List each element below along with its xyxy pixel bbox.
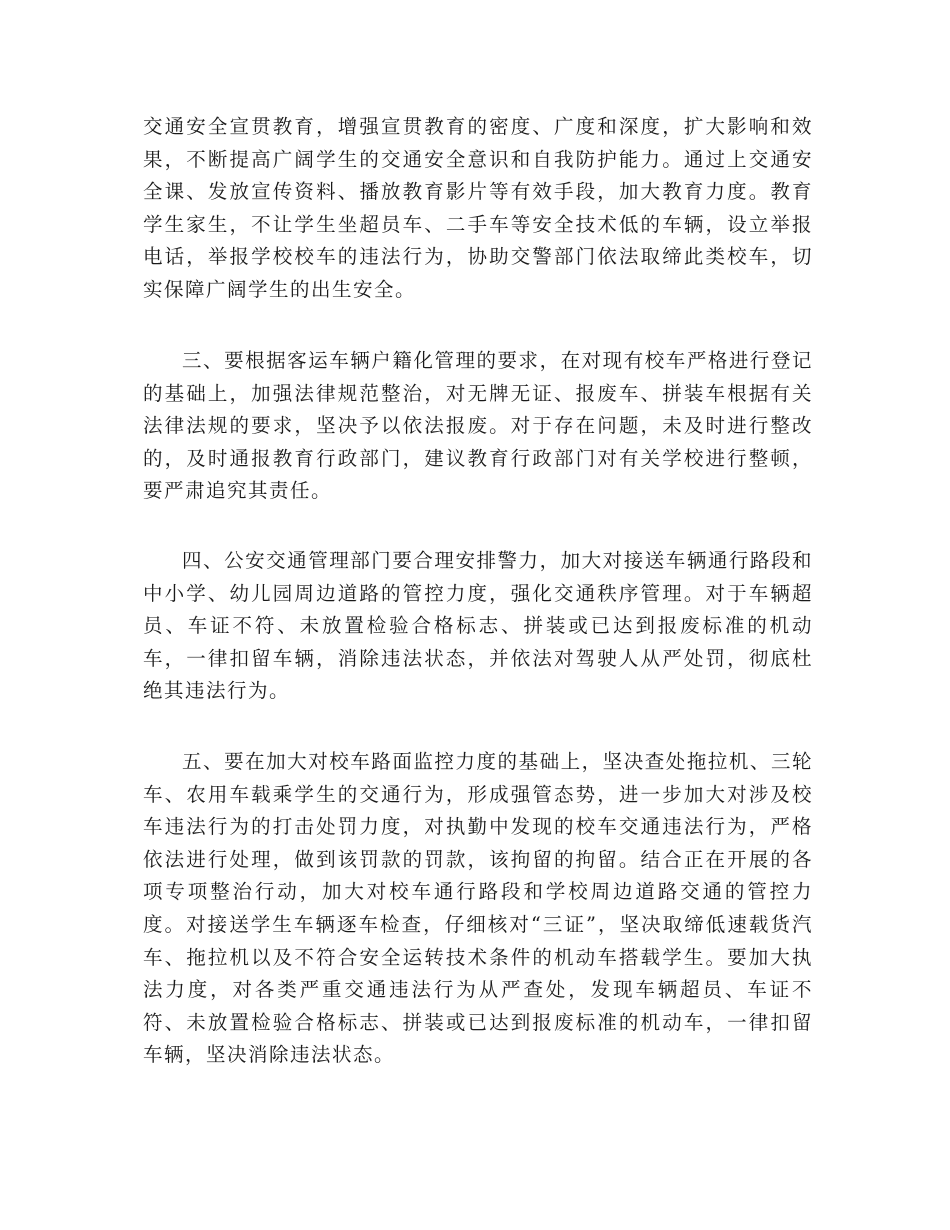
paragraph-section-three: 三、要根据客运车辆户籍化管理的要求，在对现有校车严格进行登记的基础上，加强法律规范整治，对无牌无证、报废车、拼装车根据有关法律法规的要求，坚决予以依法报废。对于存在问题，未及时进行整改的，及时通报教育行政部门，建议教育行政部门对有关学校进行整顿，要严肃追究其责任。 (143, 349, 813, 503)
paragraph-section-four: 四、公安交通管理部门要合理安排警力，加大对接送车辆通行路段和中小学、幼儿园周边道路的管控力度，强化交通秩序管理。对于车辆超员、车证不符、未放置检验合格标志、拼装或已达到报废标准的机动车，一律扣留车辆，消除违法状态，并依法对驾驶人从严处罚，彻底杜绝其违法行为。 (143, 549, 813, 703)
paragraph-section-five: 五、要在加大对校车路面监控力度的基础上，坚决查处拖拉机、三轮车、农用车载乘学生的交通行为，形成强管态势，进一步加大对涉及校车违法行为的打击处罚力度，对执勤中发现的校车交通违法行为，严格依法进行处理，做到该罚款的罚款，该拘留的拘留。结合正在开展的各项专项整治行动，加大对校车通行路段和学校周边道路交通的管控力度。对接送学生车辆逐车检查，仔细核对“三证”，坚决取缔低速载货汽车、拖拉机以及不符合安全运转技术条件的机动车搭载学生。要加大执法力度，对各类严重交通违法行为从严查处，发现车辆超员、车证不符、未放置检验合格标志、拼装或已达到报废标准的机动车，一律扣留车辆，坚决消除违法状态。 (143, 750, 813, 1067)
paragraph-continuation: 交通安全宣贯教育，增强宣贯教育的密度、广度和深度，扩大影响和效果，不断提高广阔学生的交通安全意识和自我防护能力。通过上交通安全课、发放宣传资料、播放教育影片等有效手段，加大教育力度。教育学生家生，不让学生坐超员车、二手车等安全技术低的车辆，设立举报电话，举报学校校车的违法行为，协助交警部门依法取缔此类校车，切实保障广阔学生的出生安全。 (143, 115, 813, 301)
